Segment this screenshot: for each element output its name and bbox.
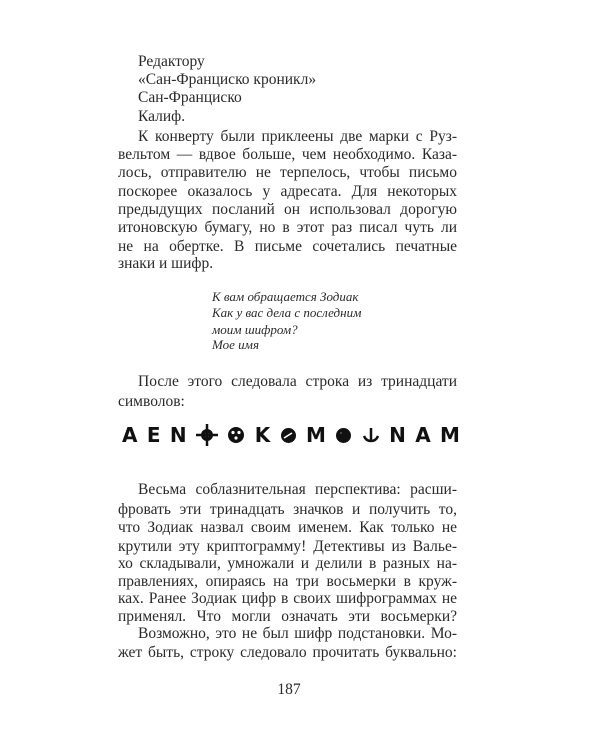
text-line: итоновскую бумагу, но в этот раз писал чуть ли — [118, 219, 457, 236]
text-line: поскорее оказалось у адресата. Для некоторых — [118, 183, 457, 200]
page-number: 187 — [277, 681, 301, 698]
text-line: предыдущих посланий он использовал дорогую — [118, 201, 457, 218]
circle-slash-symbol-icon — [280, 427, 297, 444]
text-line: хо складывали, умножали и делили в разных на- — [118, 555, 457, 572]
text-line: крутили эту криптограмму! Детективы из Валье- — [118, 538, 457, 555]
text-line: Возможно, это не был шифр подстановки. Мо- — [138, 625, 457, 642]
text-line: После этого следовала строка из тринадцати — [138, 373, 457, 390]
address-line: Редактору — [138, 53, 205, 70]
text-line: знаки и шифр. — [118, 255, 214, 272]
cipher-letter: N — [389, 423, 406, 447]
text-line: символов: — [118, 393, 185, 410]
zodiac-cipher — [122, 424, 460, 446]
cipher-letter: M — [440, 423, 460, 447]
quote-line: К вам обращается Зодиак — [212, 289, 359, 304]
text-line: вельтом — вдвое больше, чем необходимо. Каза- — [118, 146, 457, 163]
cipher-letter: M — [306, 423, 326, 447]
cipher-letter: A — [415, 423, 431, 447]
cipher-letter: A — [122, 423, 138, 447]
text-line: не на обертке. В письме сочетались печатные — [118, 238, 457, 255]
text-line: жет быть, строку следовало прочитать буквально: — [118, 644, 457, 661]
address-line: Калиф. — [138, 108, 186, 125]
quote-line: Как у вас дела с последним — [212, 305, 362, 320]
text-line: лось, отправителю не терпелось, чтобы письмо — [118, 164, 457, 181]
text-line: Весьма соблазнительная перспектива: расши- — [138, 481, 457, 498]
text-line: что Зодиак назвал своим именем. Как только не — [118, 519, 457, 536]
quote-line: моим шифром? — [212, 322, 298, 337]
cipher-letter: E — [146, 423, 161, 447]
quote-line: Мое имя — [212, 337, 260, 352]
text-line: фровать эти тринадцать значков и получить то, — [118, 501, 457, 518]
filled-circle-symbol-icon — [335, 427, 352, 444]
text-line: правлениях, опираясь на три восьмерки в круж- — [118, 573, 457, 590]
text-line: К конверту были приклеены две марки с Руз- — [138, 128, 457, 145]
address-line: Сан-Франциско — [138, 89, 242, 106]
text-line: ках. Ранее Зодиак цифр в своих шифрограммах не — [118, 590, 457, 607]
address-line: «Сан-Франциско кроникл» — [138, 71, 317, 88]
cipher-letter: N — [169, 423, 187, 447]
cipher-letter: K — [254, 423, 271, 447]
crosshair-symbol-icon — [196, 424, 218, 446]
text-line: применял. Что могли означать эти восьмерки? — [118, 608, 457, 625]
inverted-t-symbol-icon — [362, 426, 380, 444]
circle-dots-symbol-icon — [227, 426, 245, 444]
